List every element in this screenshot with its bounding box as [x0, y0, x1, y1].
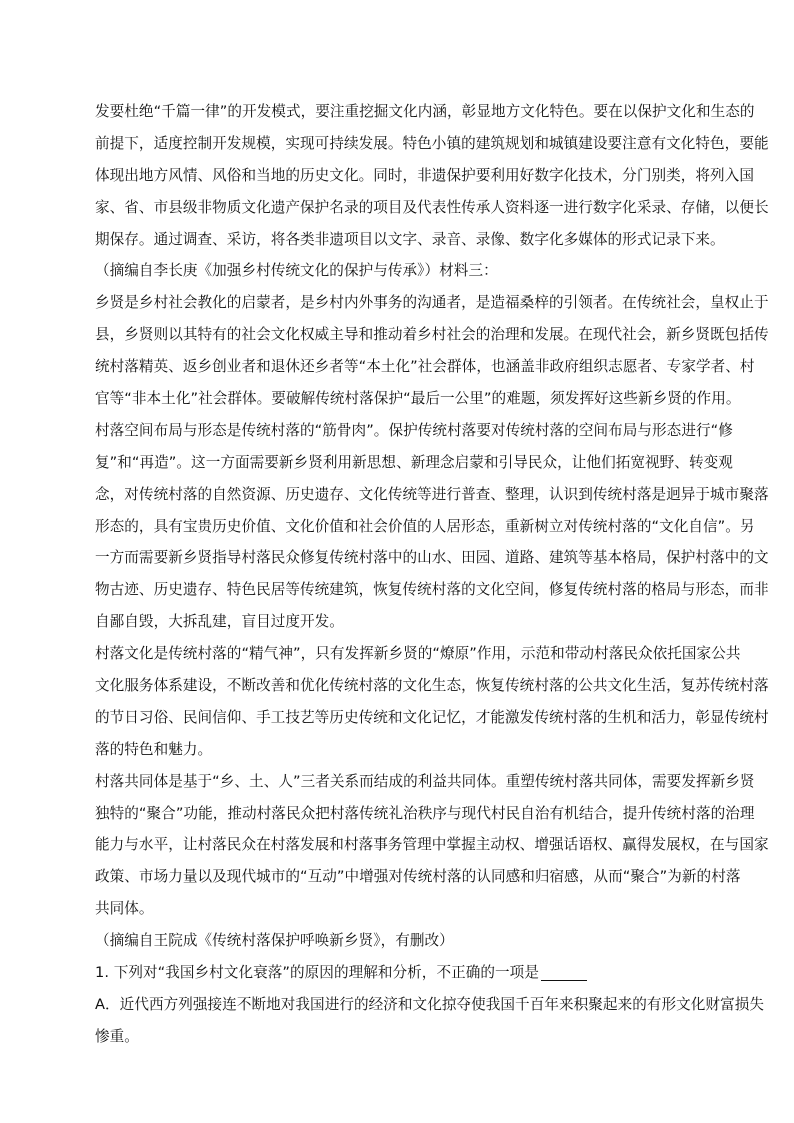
- text-line-content: 念，对传统村落的自然资源、历史遗存、文化传统等进行普查、整理，认识到传统村落是迥异于城市聚落: [95, 485, 769, 503]
- text-line-content: 复”和“再造”。这一方面需要新乡贤利用新思想、新理念启蒙和引导民众，让他们拓宽视野、转变观: [95, 453, 733, 471]
- document-page: [95, 96, 769, 1053]
- text-line-content: 体现出地方风情、风俗和当地的历史文化。同时，非遗保护要利用好数字化技术，分门别类，将列入国: [95, 166, 754, 184]
- text-line-content: 1. 下列对“我国乡村文化衰落”的原因的理解和分析，不正确的一项是: [95, 964, 539, 982]
- text-line: [95, 287, 769, 319]
- text-line-content: 前提下，适度控制开发规模，实现可持续发展。特色小镇的建筑规划和城镇建设要注意有文化特色，要能: [95, 134, 769, 152]
- text-line-content: 村落文化是传统村落的“精气神”，只有发挥新乡贤的“燎原”作用，示范和带动村落民众依托国家公共: [95, 645, 741, 663]
- text-line: [95, 925, 717, 957]
- text-line: [95, 479, 769, 511]
- text-line-content: （摘编自王院成《传统村落保护呼唤新乡贤》，有删改）: [95, 932, 454, 950]
- text-line: [95, 861, 741, 893]
- text-line-content: 物古迹、历史遗存、特色民居等传统建筑，恢复传统村落的文化空间，修复传统村落的格局与形态，而非: [95, 581, 769, 599]
- text-line: [95, 893, 717, 925]
- text-line: [95, 415, 733, 447]
- text-line-content: 统村落精英、返乡创业者和退休还乡者等“本土化”社会群体，也涵盖非政府组织志愿者、专家学者、村: [95, 358, 755, 376]
- text-line: [95, 574, 769, 606]
- text-line: [95, 255, 717, 287]
- text-line: [95, 542, 769, 574]
- text-line-content: 发要杜绝“千篇一律”的开发模式，要注重挖掘文化内涵，彰显地方文化特色。要在以保护文化和生态的: [95, 103, 755, 120]
- text-line-content: 能力与水平，让村落民众在村落发展和村落事务管理中掌握主动权、增强话语权、赢得发展权，在与国家: [95, 836, 769, 854]
- text-line: [95, 829, 769, 861]
- text-line-content: 形态的，具有宝贵历史价值、文化价值和社会价值的人居形态，重新树立对传统村落的“文化自信”。另: [95, 517, 755, 535]
- text-line-content: 落的特色和魅力。: [95, 740, 213, 758]
- text-line-content: A．近代西方列强接连不断地对我国进行的经济和文化掠夺使我国千百年来积聚起来的有形文化财富损失: [95, 995, 765, 1013]
- text-line: [95, 224, 725, 256]
- text-line-content: 独特的“聚合”功能，推动村落民众把村落传统礼治秩序与现代村民自治有机结合，提升传统村落的治理: [95, 804, 755, 822]
- text-line-content: 文化服务体系建设，不断改善和优化传统村落的文化生态，恢复传统村落的公共文化生活，复苏传统村落: [95, 677, 769, 695]
- text-line: [95, 160, 754, 192]
- text-line: [95, 670, 769, 702]
- text-line-content: 期保存。通过调查、采访，将各类非遗项目以文字、录音、录像、数字化多媒体的形式记录下来。: [95, 230, 725, 248]
- text-line-content: 惨重。: [95, 1027, 139, 1045]
- text-line-content: 村落共同体是基于“乡、土、人”三者关系而结成的利益共同体。重塑传统村落共同体，需要发挥新乡贤: [95, 772, 755, 790]
- text-line: [95, 606, 717, 638]
- text-line: [95, 702, 769, 734]
- text-line: [95, 447, 733, 479]
- text-line: [95, 511, 755, 543]
- text-line-content: 一方而需要新乡贤指导村落民众修复传统村落中的山水、田园、道路、建筑等基本格局，保护村落中的文: [95, 549, 769, 567]
- text-line: [95, 351, 755, 383]
- text-line-content: 村落空间布局与形态是传统村落的“筋骨肉”。保护传统村落要对传统村落的空间布局与形态进行“修: [95, 421, 733, 439]
- text-line-content: 县，乡贤则以其特有的社会文化权威主导和推动着乡村社会的治理和发展。在现代社会，新乡贤既包括传: [95, 326, 769, 344]
- text-line-content: 自鄙自毁，大拆乱建，盲目过度开发。: [95, 613, 344, 631]
- text-line: [95, 383, 741, 415]
- text-line: [95, 319, 769, 351]
- text-line-content: 家、省、市县级非物质文化遗产保护名录的项目及代表性传承人资料逐一进行数字化采录、存储，以便长: [95, 198, 769, 216]
- text-line-content: 乡贤是乡村社会教化的启蒙者，是乡村内外事务的沟通者，是造福桑梓的引领者。在传统社会，皇权止于: [95, 294, 769, 312]
- text-line: [95, 798, 755, 830]
- text-line: [95, 96, 755, 128]
- text-line-content: 政策、市场力量以及现代城市的“互动”中增强对传统村落的认同感和归宿感，从而“聚合”为新的村落: [95, 868, 741, 886]
- text-line: [95, 734, 717, 766]
- text-line: [95, 128, 769, 160]
- text-line: [95, 638, 741, 670]
- text-line-content: 官等“非本土化”社会群体。要破解传统村落保护“最后一公里”的难题，须发挥好这些新乡贤的作用。: [95, 390, 741, 408]
- text-line: [95, 766, 755, 798]
- text-line: [95, 957, 717, 989]
- answer-blank: [541, 966, 587, 981]
- text-line-content: 共同体。: [95, 900, 154, 918]
- text-line: [95, 1021, 717, 1053]
- text-line: [95, 192, 769, 224]
- text-line-content: 的节日习俗、民间信仰、手工技艺等历史传统和文化记忆，才能激发传统村落的生机和活力，彰显传统村: [95, 708, 769, 726]
- text-line-content: （摘编自李长庚《加强乡村传统文化的保护与传承》）材料三：: [95, 262, 498, 280]
- text-line: [95, 989, 765, 1021]
